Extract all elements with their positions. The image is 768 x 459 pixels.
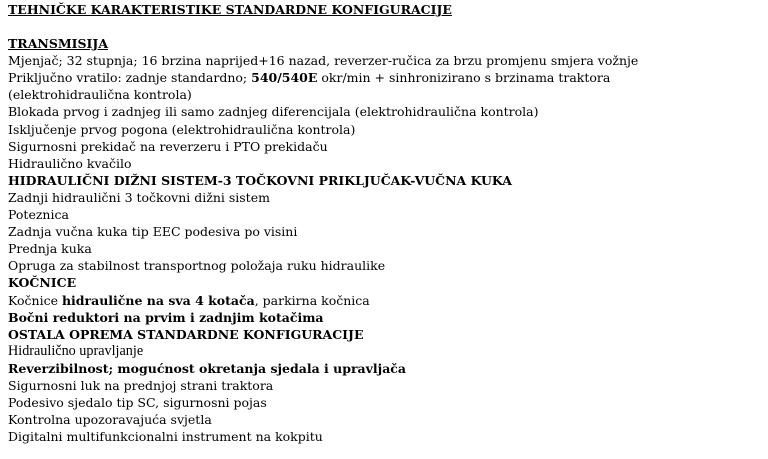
spec-text: Priključno vratilo: zadnje standardno; — [8, 70, 252, 86]
spec-line: Sigurnosni luk na prednjoj strani traktora — [8, 377, 274, 393]
pto-speed: 540/540E — [251, 70, 318, 86]
spec-line: Zadnja vučna kuka tip EEC podesiva po visini — [8, 224, 298, 240]
spec-document — [8, 1, 764, 445]
spec-line — [8, 69, 764, 86]
spec-line: Sigurnosni prekidač na reverzeru i PTO prekidaču — [8, 138, 328, 154]
section-heading-hidraulika: HIDRAULIČNI DIŽNI SISTEM-3 TOČKOVNI PRIKLJUČAK-VUČNA KUKA — [8, 172, 512, 188]
spec-line: Opruga za stabilnost transportnog položaja ruku hidraulike — [8, 258, 386, 274]
spec-line — [8, 292, 764, 309]
section-heading-transmisija: TRANSMISIJA — [8, 36, 109, 52]
spec-line: Hidraulično upravljanje — [8, 342, 144, 359]
section-heading-kocnice: KOČNICE — [8, 275, 77, 291]
spec-emphasis: hidraulične na sva 4 kotača — [61, 292, 255, 308]
section-heading-ostala: OSTALA OPREMA STANDARDNE KONFIGURACIJE — [8, 326, 364, 342]
spec-text: Kočnice — [8, 292, 62, 308]
spec-line: Podesivo sjedalo tip SC, sigurnosni pojas — [8, 395, 267, 411]
spec-text: , parkirna kočnica — [254, 292, 370, 308]
spec-line: Kontrolna upozoravajuća svjetla — [8, 412, 212, 428]
spacer — [8, 18, 764, 35]
spec-line: Hidraulično kvačilo — [8, 155, 132, 171]
document-title: TEHNIČKE KARAKTERISTIKE STANDARDNE KONFIGURACIJE — [8, 2, 452, 17]
spec-line: Poteznica — [8, 207, 69, 223]
spec-line: Blokada prvog i zadnjeg ili samo zadnjeg diferencijala (elektrohidraulična kontrola) — [8, 104, 539, 120]
spec-line: Bočni reduktori na prvim i zadnjim kotačima — [8, 309, 324, 325]
spec-line: Mjenjač; 32 stupnja; 16 brzina naprijed+16 nazad, reverzer-ručica za brzu promjenu smjera vožnje — [8, 53, 639, 69]
spec-line: Digitalni multifunkcionalni instrument na kokpitu — [8, 429, 323, 445]
spec-line: Zadnji hidraulični 3 točkovni dižni sistem — [8, 189, 270, 205]
spec-line: Reverzibilnost; mogućnost okretanja sjedala i upravljača — [8, 360, 407, 376]
spec-text: okr/min + sinhronizirano s brzinama traktora — [317, 70, 611, 86]
spec-line: (elektrohidraulična kontrola) — [8, 87, 192, 103]
spec-line: Prednja kuka — [8, 241, 92, 257]
spec-line: Isključenje prvog pogona (elektrohidraulična kontrola) — [8, 121, 356, 137]
